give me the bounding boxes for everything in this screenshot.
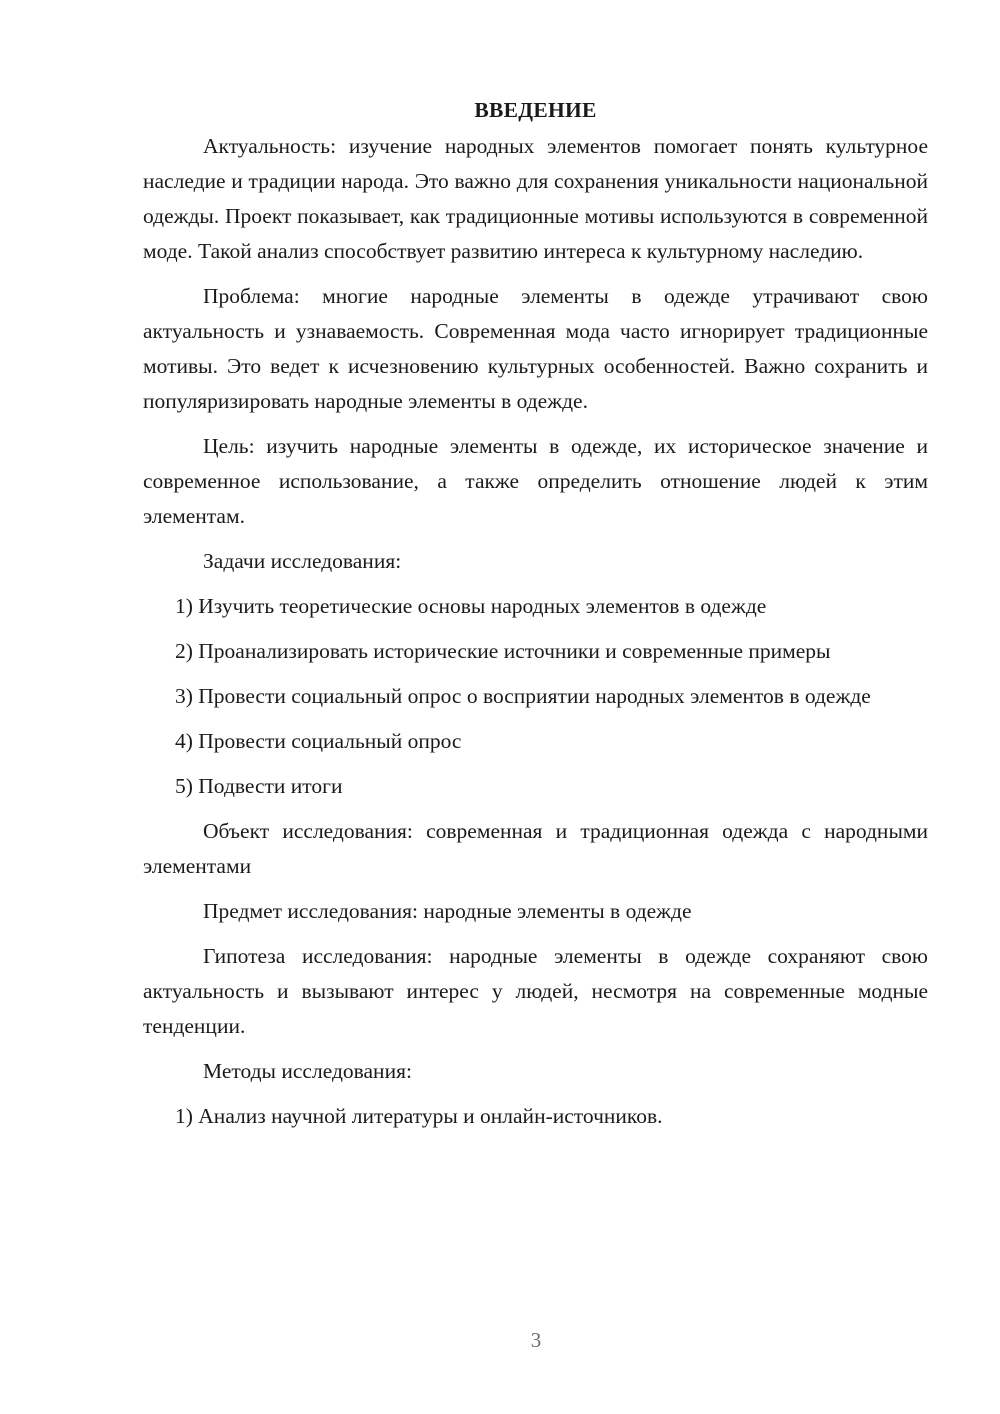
paragraph-goal: Цель: изучить народные элементы в одежде, их историческое значение и современное использование, а также определить отношение людей к этим элементам. <box>143 434 928 528</box>
paragraph-subject: Предмет исследования: народные элементы в одежде <box>203 899 692 923</box>
paragraph-problem: Проблема: многие народные элементы в одежде утрачивают свою актуальность и узнаваемость. Современная мода часто игнорирует традиционные мотивы. Это ведет к исчезновению культурных особенностей. Важно сохранить и популяризировать народные элементы в одежде. <box>143 284 928 413</box>
page-number: 3 <box>530 1328 542 1352</box>
task-item-2: 2) Проанализировать исторические источники и современные примеры <box>175 639 831 663</box>
paragraph-methods-heading: Методы исследования: <box>203 1059 412 1083</box>
task-item-3: 3) Провести социальный опрос о восприятии народных элементов в одежде <box>175 684 871 708</box>
paragraph-tasks-heading: Задачи исследования: <box>203 549 402 573</box>
page-content <box>143 93 928 1144</box>
paragraph-relevance: Актуальность: изучение народных элементов помогает понять культурное наследие и традиции народа. Это важно для сохранения уникальности национальной одежды. Проект показывает, как традиционные мотивы используются в современной моде. Такой анализ способствует развитию интереса к культурному наследию. <box>143 134 928 263</box>
page-title: ВВЕДЕНИЕ <box>474 98 597 122</box>
task-item-5: 5) Подвести итоги <box>175 774 343 798</box>
task-item-4: 4) Провести социальный опрос <box>175 729 462 753</box>
paragraph-hypothesis: Гипотеза исследования: народные элементы в одежде сохраняют свою актуальность и вызывают интерес у людей, несмотря на современные модные тенденции. <box>143 944 928 1038</box>
method-item-1: 1) Анализ научной литературы и онлайн-источников. <box>175 1104 663 1128</box>
task-item-1: 1) Изучить теоретические основы народных элементов в одежде <box>175 594 767 618</box>
paragraph-object: Объект исследования: современная и традиционная одежда с народными элементами <box>143 819 928 878</box>
